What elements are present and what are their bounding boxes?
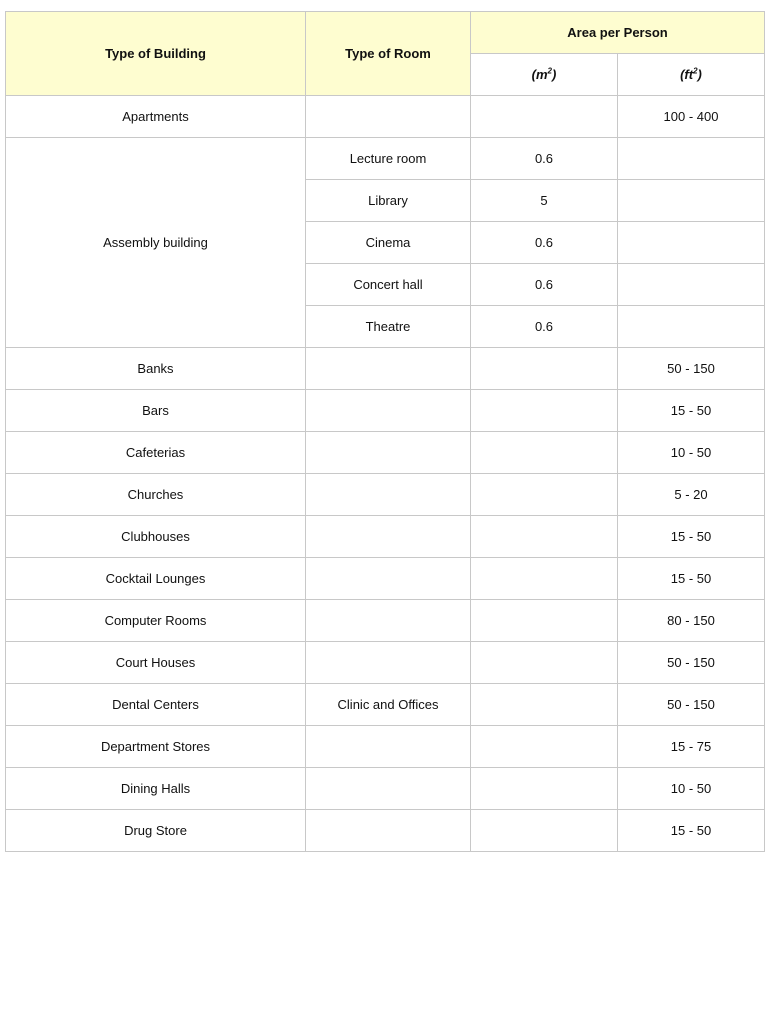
cell-building: Churches [6, 474, 306, 516]
cell-area-ft2 [618, 138, 765, 180]
cell-room [306, 390, 471, 432]
table-row [6, 768, 765, 810]
cell-area-ft2: 10 - 50 [618, 432, 765, 474]
table-row [6, 390, 765, 432]
cell-area-ft2 [618, 306, 765, 348]
cell-room [306, 96, 471, 138]
table-row [6, 558, 765, 600]
cell-area-ft2: 10 - 50 [618, 768, 765, 810]
cell-area-ft2: 15 - 50 [618, 516, 765, 558]
cell-room [306, 348, 471, 390]
cell-room [306, 810, 471, 852]
cell-area-ft2: 50 - 150 [618, 684, 765, 726]
cell-area-ft2: 15 - 50 [618, 810, 765, 852]
table-row [6, 600, 765, 642]
cell-building: Banks [6, 348, 306, 390]
table-row [6, 642, 765, 684]
cell-room [306, 432, 471, 474]
cell-area-m2 [471, 558, 618, 600]
cell-building: Court Houses [6, 642, 306, 684]
cell-area-m2 [471, 810, 618, 852]
cell-room: Cinema [306, 222, 471, 264]
cell-area-ft2: 5 - 20 [618, 474, 765, 516]
cell-area-m2 [471, 474, 618, 516]
cell-area-ft2: 50 - 150 [618, 642, 765, 684]
cell-area-m2: 0.6 [471, 306, 618, 348]
cell-room [306, 726, 471, 768]
cell-room: Clinic and Offices [306, 684, 471, 726]
table-row [6, 432, 765, 474]
header-room: Type of Room [306, 12, 471, 96]
cell-area-m2 [471, 642, 618, 684]
cell-area-m2: 0.6 [471, 264, 618, 306]
table-row [6, 348, 765, 390]
cell-area-m2 [471, 390, 618, 432]
cell-room [306, 768, 471, 810]
table-row [6, 684, 765, 726]
cell-building: Apartments [6, 96, 306, 138]
cell-building: Dental Centers [6, 684, 306, 726]
header-unit-m2: $(m^2)$ [471, 54, 618, 96]
table-row [6, 96, 765, 138]
cell-area-m2 [471, 516, 618, 558]
table-row [6, 138, 765, 180]
cell-room: Lecture room [306, 138, 471, 180]
cell-room: Concert hall [306, 264, 471, 306]
cell-area-m2 [471, 432, 618, 474]
table-row [6, 474, 765, 516]
table-row [6, 810, 765, 852]
cell-area-ft2: 80 - 150 [618, 600, 765, 642]
cell-building: Bars [6, 390, 306, 432]
cell-area-ft2: 15 - 50 [618, 390, 765, 432]
cell-area-m2: 5 [471, 180, 618, 222]
cell-room [306, 516, 471, 558]
cell-building: Computer Rooms [6, 600, 306, 642]
cell-area-m2: 0.6 [471, 138, 618, 180]
cell-area-m2 [471, 96, 618, 138]
table-row [6, 516, 765, 558]
cell-room [306, 600, 471, 642]
cell-building: Assembly building [6, 138, 306, 348]
table-body [6, 96, 765, 852]
occupancy-table [5, 11, 765, 852]
cell-area-m2 [471, 600, 618, 642]
cell-room [306, 474, 471, 516]
table-row [6, 726, 765, 768]
cell-area-m2 [471, 726, 618, 768]
cell-area-m2 [471, 348, 618, 390]
cell-building: Cafeterias [6, 432, 306, 474]
cell-building: Clubhouses [6, 516, 306, 558]
cell-building: Department Stores [6, 726, 306, 768]
cell-room: Theatre [306, 306, 471, 348]
cell-building: Cocktail Lounges [6, 558, 306, 600]
cell-area-m2: 0.6 [471, 222, 618, 264]
cell-area-ft2: 50 - 150 [618, 348, 765, 390]
cell-room: Library [306, 180, 471, 222]
cell-area-ft2 [618, 264, 765, 306]
cell-area-m2 [471, 684, 618, 726]
header-unit-ft2: $(ft^2)$ [618, 54, 765, 96]
cell-room [306, 642, 471, 684]
header-building: Type of Building [6, 12, 306, 96]
cell-area-ft2: 15 - 75 [618, 726, 765, 768]
cell-room [306, 558, 471, 600]
cell-area-ft2: 15 - 50 [618, 558, 765, 600]
cell-area-ft2: 100 - 400 [618, 96, 765, 138]
cell-building: Dining Halls [6, 768, 306, 810]
header-area: Area per Person [471, 12, 765, 54]
cell-building: Drug Store [6, 810, 306, 852]
cell-area-ft2 [618, 180, 765, 222]
table-header [6, 12, 765, 96]
cell-area-ft2 [618, 222, 765, 264]
cell-area-m2 [471, 768, 618, 810]
